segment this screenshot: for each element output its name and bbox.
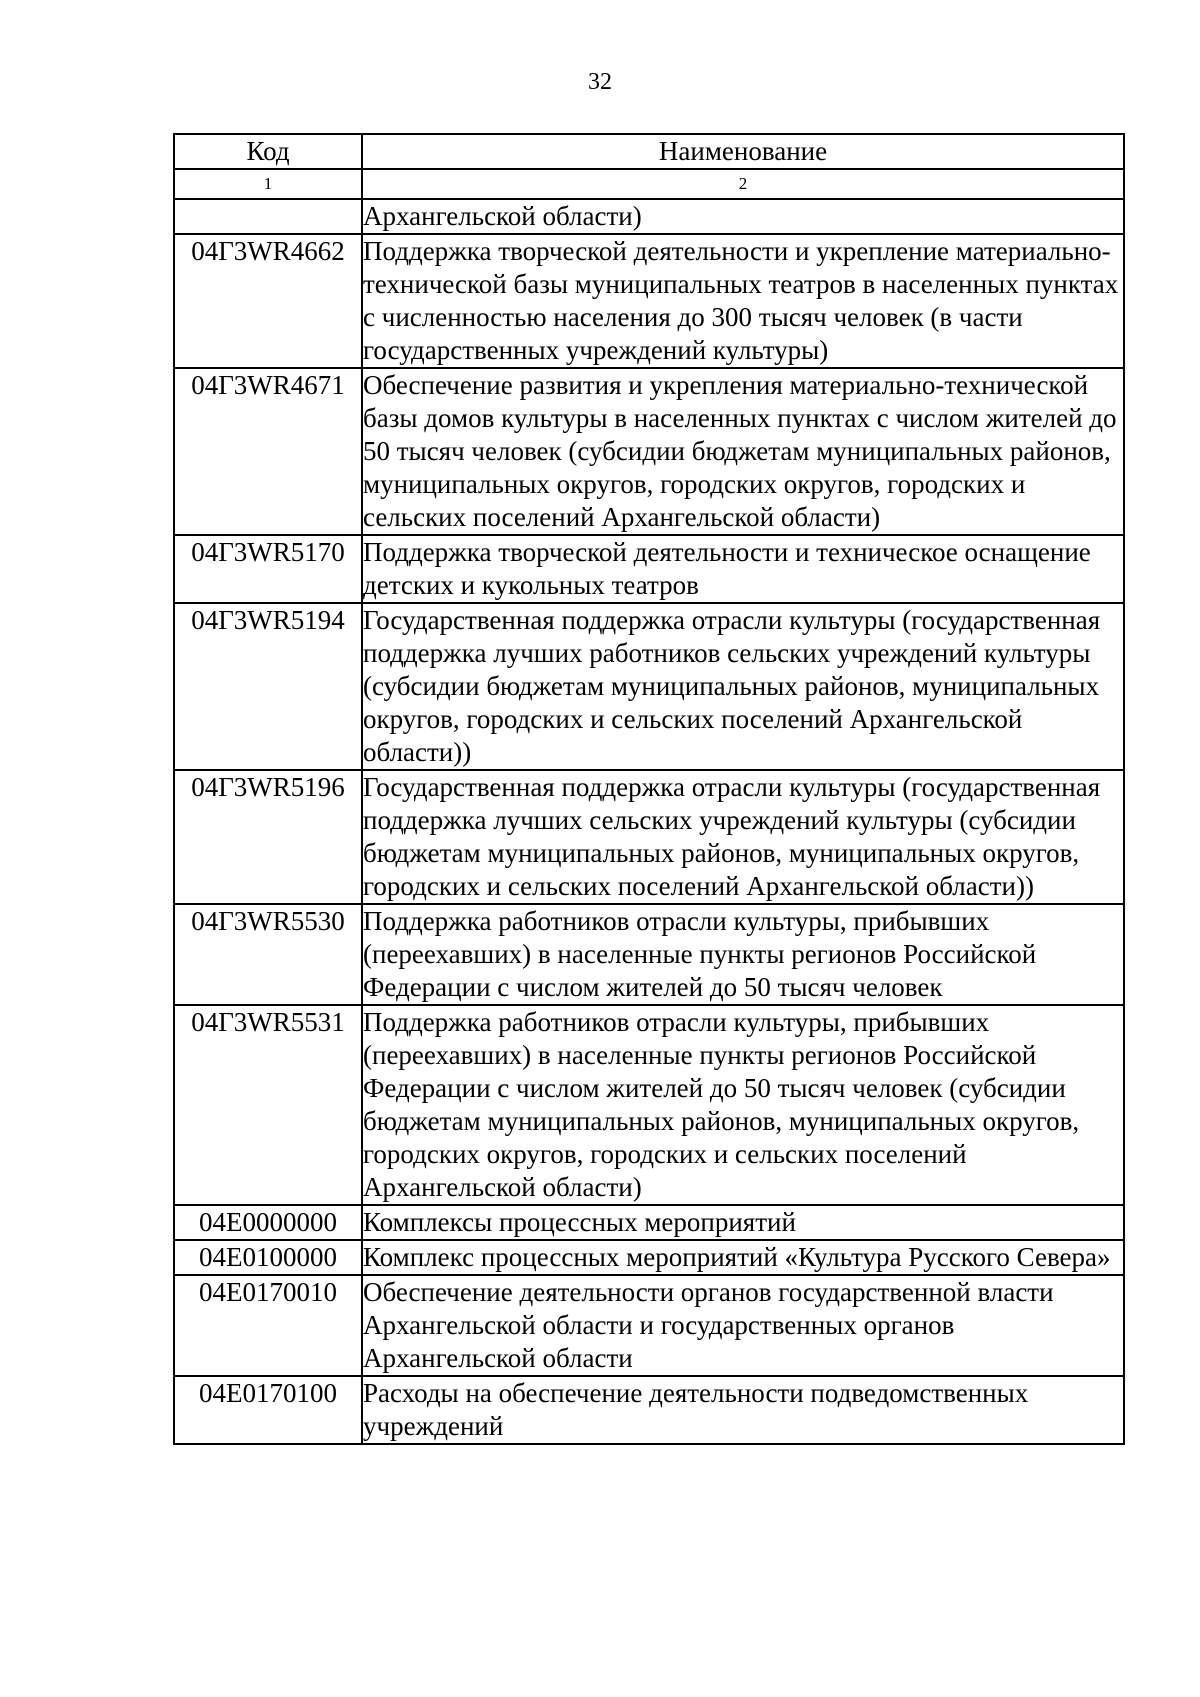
table-row <box>174 904 1124 1005</box>
row-code: 04Г3WR5194 <box>174 603 362 770</box>
table-row <box>174 234 1124 368</box>
budget-code-table <box>173 133 1125 1445</box>
row-name: Архангельской области) <box>362 199 1124 234</box>
column-number-code: 1 <box>174 169 362 199</box>
column-number-row <box>174 169 1124 199</box>
header-name: Наименование <box>362 134 1124 169</box>
row-code: 04Г3WR5170 <box>174 535 362 603</box>
row-code: 04Е0100000 <box>174 1240 362 1275</box>
row-name: Государственная поддержка отрасли культуры (государственная поддержка лучших сельских учреждений культуры (субсидии бюджетам муниципальных районов, муниципальных округов, городских и сельских поселений Архангельской области)) <box>362 770 1124 904</box>
row-code: 04Г3WR5531 <box>174 1005 362 1205</box>
table-header-row <box>174 134 1124 169</box>
table-row <box>174 1005 1124 1205</box>
table-row <box>174 368 1124 535</box>
row-code: 04Г3WR5196 <box>174 770 362 904</box>
row-code: 04Г3WR5530 <box>174 904 362 1005</box>
row-name: Государственная поддержка отрасли культуры (государственная поддержка лучших работников сельских учреждений культуры (субсидии бюджетам муниципальных районов, муниципальных округов, городских и сельских поселений Архангельской области)) <box>362 603 1124 770</box>
page-number: 32 <box>588 69 612 95</box>
row-name: Поддержка творческой деятельности и укрепление материально-технической базы муниципальных театров в населенных пунктах с численностью населения до 300 тысяч человек (в части государственных учреждений культуры) <box>362 234 1124 368</box>
row-name: Расходы на обеспечение деятельности подведомственных учреждений <box>362 1376 1124 1444</box>
row-code: 04Е0170100 <box>174 1376 362 1444</box>
row-code: 04Г3WR4662 <box>174 234 362 368</box>
table-row <box>174 1275 1124 1376</box>
header-code: Код <box>174 134 362 169</box>
row-code: 04Е0170010 <box>174 1275 362 1376</box>
row-name: Поддержка работников отрасли культуры, прибывших (переехавших) в населенные пункты регионов Российской Федерации с числом жителей до 50 тысяч человек <box>362 904 1124 1005</box>
table-row <box>174 770 1124 904</box>
table-row <box>174 1240 1124 1275</box>
row-name: Поддержка творческой деятельности и техническое оснащение детских и кукольных театров <box>362 535 1124 603</box>
row-name: Комплексы процессных мероприятий <box>362 1205 1124 1240</box>
row-name: Обеспечение деятельности органов государственной власти Архангельской области и государственных органов Архангельской области <box>362 1275 1124 1376</box>
table-row <box>174 1376 1124 1444</box>
column-number-name: 2 <box>362 169 1124 199</box>
row-name: Поддержка работников отрасли культуры, прибывших (переехавших) в населенные пункты регионов Российской Федерации с числом жителей до 50 тысяч человек (субсидии бюджетам муниципальных районов, муниципальных округов, городских округов, городских и сельских поселений Архангельской области) <box>362 1005 1124 1205</box>
table-row <box>174 535 1124 603</box>
table-row <box>174 1205 1124 1240</box>
table-row <box>174 603 1124 770</box>
row-name: Обеспечение развития и укрепления материально-технической базы домов культуры в населенных пунктах с числом жителей до 50 тысяч человек (субсидии бюджетам муниципальных районов, муниципальных округов, городских округов, городских и сельских поселений Архангельской области) <box>362 368 1124 535</box>
row-code: 04Г3WR4671 <box>174 368 362 535</box>
table-row <box>174 199 1124 234</box>
row-name: Комплекс процессных мероприятий «Культура Русского Севера» <box>362 1240 1124 1275</box>
row-code <box>174 199 362 234</box>
row-code: 04Е0000000 <box>174 1205 362 1240</box>
